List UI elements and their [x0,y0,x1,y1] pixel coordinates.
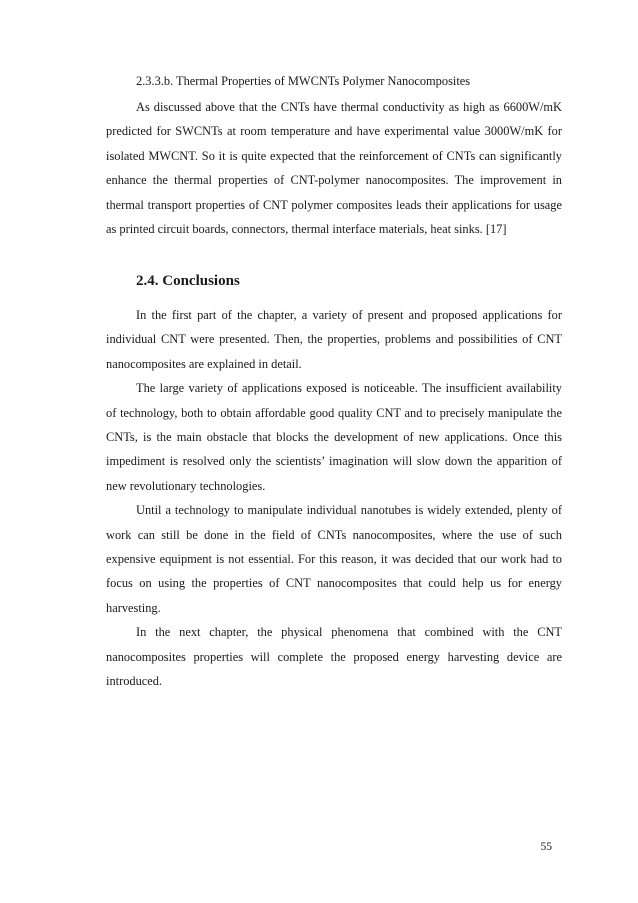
conclusions-paragraph-1: In the first part of the chapter, a variety of present and proposed applications for individual CNT were presented. Then, the properties, problems and possibilities of CNT nanocomposites are explained in detail. [106,308,562,371]
conclusions-body [106,303,562,694]
subsection-paragraph: As discussed above that the CNTs have thermal conductivity as high as 6600W/mK predicted for SWCNTs at room temperature and have experimental value 3000W/mK for isolated MWCNT. So it is quite expected that the reinforcement of CNTs can significantly enhance the thermal properties of CNT-polymer nanocomposites. The improvement in thermal transport properties of CNT polymer composites leads their applications for usage as printed circuit boards, connectors, thermal interface materials, heat sinks. [17] [106,100,562,237]
section-heading: 2.4. Conclusions [136,273,240,289]
subsection-heading: 2.3.3.b. Thermal Properties of MWCNTs Polymer Nanocomposites [136,74,471,88]
conclusions-paragraph-4: In the next chapter, the physical phenomena that combined with the CNT nanocomposites properties will complete the proposed energy harvesting device are introduced. [106,625,562,689]
conclusions-paragraph-3: Until a technology to manipulate individual nanotubes is widely extended, plenty of work can still be done in the field of CNTs nanocomposites, where the use of such expensive equipment is not essential. For this reason, it was decided that our work had to focus on using the properties of CNT nanocomposites that could help us for energy harvesting. [106,503,562,615]
conclusions-paragraph-2: The large variety of applications exposed is noticeable. The insufficient availability of technology, both to obtain affordable good quality CNT and to precisely manipulate the CNTs, is the main obstacle that blocks the development of new applications. Once this impediment is resolved only the scientists’ imagination will slow down the apparition of new revolutionary technologies. [106,381,562,493]
subsection-body [106,95,562,241]
page-number: 55 [540,841,552,853]
